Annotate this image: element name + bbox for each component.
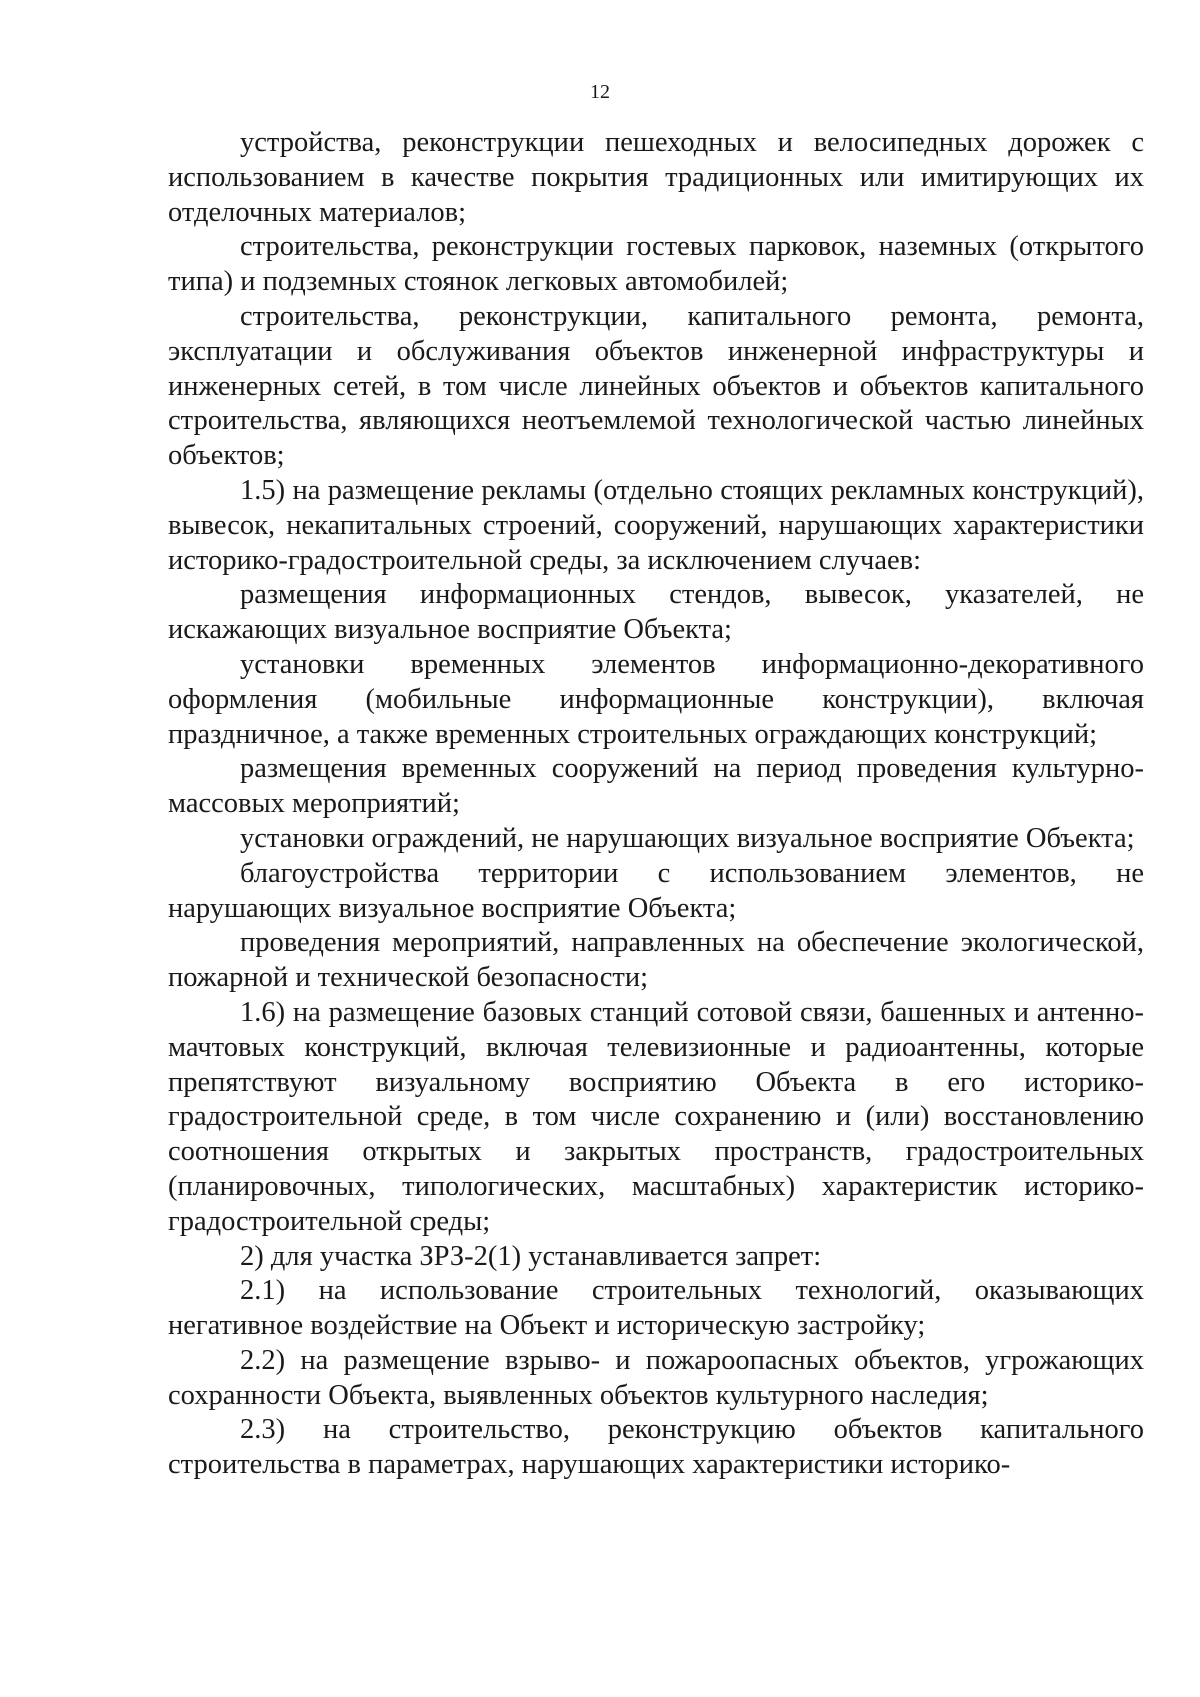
paragraph-pedestrian-bicycle-paths: устройства, реконструкции пешеходных и велосипедных дорожек с использованием в качестве покрытия традиционных или имитирующих их отделочных материалов; <box>168 127 1144 228</box>
paragraph-item-1-6: 1.6) на размещение базовых станций сотовой связи, башенных и антенно-мачтовых конструкций, включая телевизионные и радиоантенны, которые препятствуют визуальному восприятию Объекта в его историко-градостроительной среде, в том числе сохранению и (или) восстановлению соотношения открытых и закрытых пространств, градостроительных (планировочных, типологических, масштабных) характеристик историко-градостроительной среды; <box>168 996 1144 1237</box>
paragraph-item-2-2: 2.2) на размещение взрыво- и пожароопасных объектов, угрожающих сохранности Объекта, выявленных объектов культурного наследия; <box>168 1344 1144 1411</box>
paragraph-temporary-decorative-elements: установки временных элементов информационно-декоративного оформления (мобильные информационные конструкции), включая праздничное, а также временных строительных ограждающих конструкций; <box>168 648 1144 750</box>
paragraph-information-stands: размещения информационных стендов, вывесок, указателей, не искажающих визуальное восприятие Объекта; <box>168 579 1144 646</box>
page-number: 12 <box>590 81 610 103</box>
paragraph-guest-parking: строительства, реконструкции гостевых парковок, наземных (открытого типа) и подземных стоянок легковых автомобилей; <box>168 231 1144 298</box>
document-body <box>168 126 1144 1483</box>
paragraph-temporary-structures: размещения временных сооружений на период проведения культурно-массовых мероприятий; <box>168 753 1144 820</box>
paragraph-item-2-1: 2.1) на использование строительных технологий, оказывающих негативное воздействие на Объект и историческую застройку; <box>168 1275 1144 1342</box>
paragraph-item-2-3: 2.3) на строительство, реконструкцию объектов капитального строительства в параметрах, нарушающих характеристики историко- <box>168 1414 1144 1481</box>
paragraph-engineering-infrastructure: строительства, реконструкции, капитального ремонта, ремонта, эксплуатации и обслуживания объектов инженерной инфраструктуры и инженерных сетей, в том числе линейных объектов и объектов капитального строительства, являющихся неотъемлемой технологической частью линейных объектов; <box>168 300 1144 472</box>
paragraph-fences: установки ограждений, не нарушающих визуальное восприятие Объекта; <box>240 822 1135 854</box>
paragraph-landscaping: благоустройства территории с использованием элементов, не нарушающих визуальное восприятие Объекта; <box>168 857 1144 924</box>
paragraph-item-2: 2) для участка ЗРЗ-2(1) устанавливается запрет: <box>240 1240 822 1272</box>
paragraph-safety-measures: проведения мероприятий, направленных на обеспечение экологической, пожарной и технической безопасности; <box>168 927 1144 994</box>
paragraph-item-1-5: 1.5) на размещение рекламы (отдельно стоящих рекламных конструкций), вывесок, некапитальных строений, сооружений, нарушающих характеристики историко-градостроительной среды, за исключением случаев: <box>168 474 1144 576</box>
